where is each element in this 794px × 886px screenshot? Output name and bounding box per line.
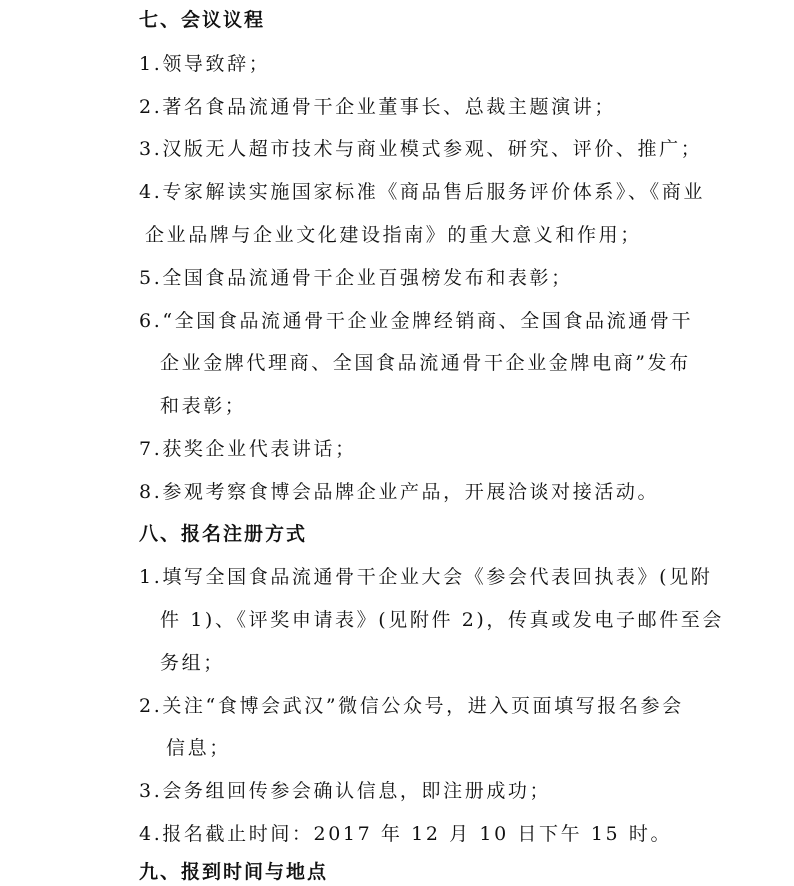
agenda-item-6-line-1: 6.“全国食品流通骨干企业金牌经销商、全国食品流通骨干 <box>139 310 694 332</box>
registration-item-4: 4.报名截止时间：2017 年 12 月 10 日下午 15 时。 <box>139 823 673 845</box>
agenda-item-3: 3.汉版无人超市技术与商业模式参观、研究、评价、推广； <box>139 138 703 160</box>
registration-item-3: 3.会务组回传参会确认信息，即注册成功； <box>139 780 552 802</box>
registration-item-2-line-1: 2.关注“食博会武汉”微信公众号，进入页面填写报名参会 <box>139 695 684 717</box>
agenda-item-5: 5.全国食品流通骨干企业百强榜发布和表彰； <box>139 267 573 289</box>
agenda-item-8: 8.参观考察食博会品牌企业产品，开展洽谈对接活动。 <box>139 481 660 503</box>
registration-item-1-line-3: 务组； <box>160 652 225 674</box>
section-8-heading: 八、报名注册方式 <box>139 523 308 545</box>
section-9-heading: 九、报到时间与地点 <box>139 861 329 883</box>
agenda-item-2: 2.著名食品流通骨干企业董事长、总裁主题演讲； <box>139 96 616 118</box>
registration-item-1-line-1: 1.填写全国食品流通骨干企业大会《参会代表回执表》(见附 <box>139 566 713 588</box>
agenda-item-6-line-3: 和表彰； <box>160 395 247 417</box>
registration-item-2-line-2: 信息； <box>166 737 231 759</box>
section-7-heading: 七、会议议程 <box>139 9 266 31</box>
registration-item-1-line-2: 件 1)、《评奖申请表》(见附件 2)，传真或发电子邮件至会 <box>160 609 724 631</box>
agenda-item-4-line-1: 4.专家解读实施国家标准《商品售后服务评价体系》、《商业 <box>139 181 705 203</box>
agenda-item-7: 7.获奖企业代表讲话； <box>139 438 357 460</box>
agenda-item-6-line-2: 企业金牌代理商、全国食品流通骨干企业金牌电商”发布 <box>160 352 691 374</box>
agenda-item-1: 1.领导致辞； <box>139 53 271 75</box>
agenda-item-4-line-2: 企业品牌与企业文化建设指南》的重大意义和作用； <box>145 224 642 246</box>
